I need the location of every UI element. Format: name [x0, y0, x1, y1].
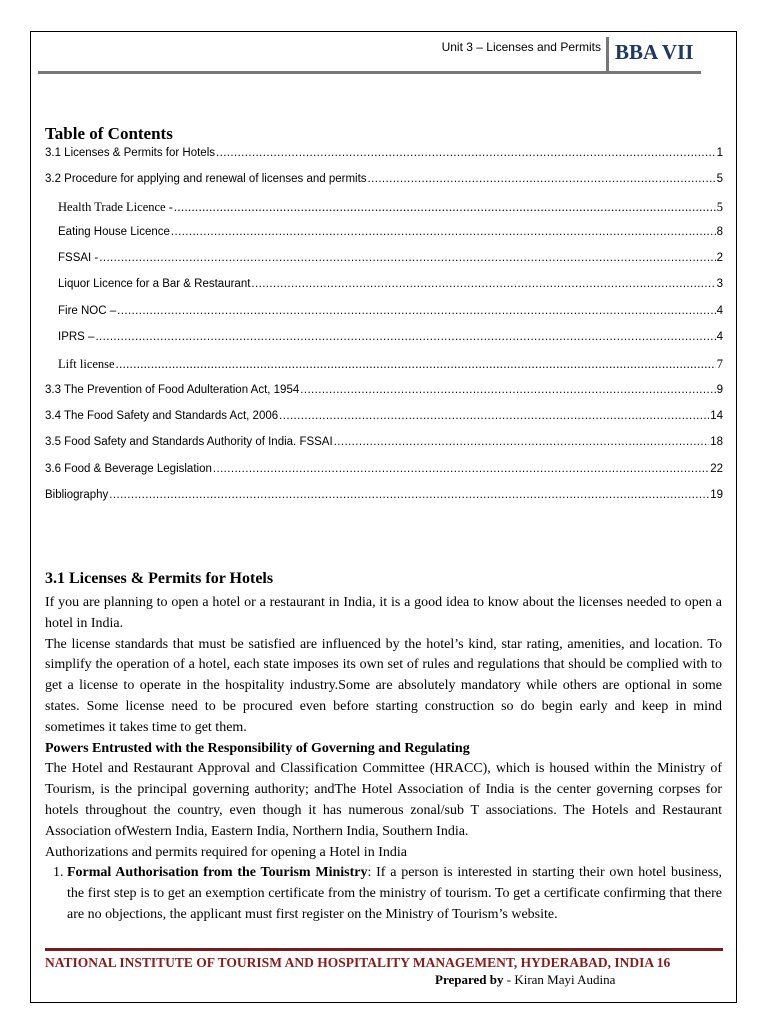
header-divider: [606, 37, 609, 73]
toc-title: Table of Contents: [45, 124, 173, 143]
toc-entry[interactable]: Health Trade Licence - ..... 5: [45, 200, 723, 226]
toc-entry[interactable]: FSSAI - ..... 2: [45, 252, 723, 278]
numbered-list: [45, 863, 722, 925]
header-course: BBA VII: [615, 40, 694, 64]
toc-entry[interactable]: 3.2 Procedure for applying and renewal of licenses and permits ..... 5: [45, 173, 723, 199]
toc-entry[interactable]: Fire NOC – ..... 4: [45, 305, 723, 331]
list-item-text: : If a person is interested in starting their own hotel business, the first step is to get an exemption certificate from the ministry of tourism. To get a certificate confirming that there are no objections, the applicant must first register on the Ministry of Tourism’s website.: [67, 865, 722, 922]
header-course-rule: [609, 71, 701, 74]
toc-entry[interactable]: 3.5 Food Safety and Standards Authority of India. FSSAI ..... 18: [45, 436, 723, 462]
paragraph: Authorizations and permits required for opening a Hotel in India: [45, 844, 407, 860]
section-title: 3.1 Licenses & Permits for Hotels: [45, 570, 274, 587]
list-item: [67, 863, 722, 925]
header-rule: [38, 71, 609, 74]
toc-entry[interactable]: 3.1 Licenses & Permits for Hotels ..... 1: [45, 147, 723, 173]
subheading: Powers Entrusted with the Responsibility of Governing and Regulating: [45, 740, 470, 756]
paragraph: The Hotel and Restaurant Approval and Classification Committee (HRACC), which is housed within the Ministry of Tourism, is the principal governing authority; andThe Hotel Association of India is the center governing corpses for hotels throughout the country, even though it has numerous zonal/sub T associations. The Hotels and Restaurant Association ofWestern India, Eastern India, Northern India, Southern India.: [45, 761, 722, 839]
toc-entry[interactable]: Bibliography ..... 19: [45, 489, 723, 515]
paragraph: The license standards that must be satisfied are influenced by the hotel’s kind, star rating, amenities, and location. To simplify the operation of a hotel, each state imposes its own set of rules and regulations that should be complied with to get a license to operate in the hospitality industry.Some are absolutely mandatory while others are optional in some states. Some license need to be procured even before starting construction so do begin early and keep in mind sometimes it takes time to get them.: [45, 636, 722, 735]
footer-rule: [45, 948, 723, 951]
table-of-contents: [45, 147, 723, 515]
list-item-title: Formal Authorisation from the Tourism Ministry: [67, 865, 368, 881]
header-unit-title: Unit 3 – Licenses and Permits: [441, 40, 601, 54]
section-body: [45, 593, 722, 926]
toc-entry[interactable]: Eating House Licence ..... 8: [45, 226, 723, 252]
toc-entry[interactable]: 3.3 The Prevention of Food Adulteration Act, 1954 ..... 9: [45, 384, 723, 410]
toc-entry[interactable]: Lift license ..... 7: [45, 357, 723, 383]
toc-entry[interactable]: IPRS – ..... 4: [45, 331, 723, 357]
toc-entry[interactable]: 3.6 Food & Beverage Legislation ..... 22: [45, 463, 723, 489]
toc-entry[interactable]: 3.4 The Food Safety and Standards Act, 2006 ..... 14: [45, 410, 723, 436]
footer-institute: NATIONAL INSTITUTE OF TOURISM AND HOSPITALITY MANAGEMENT, HYDERABAD, INDIA 16: [45, 955, 671, 970]
paragraph: If you are planning to open a hotel or a restaurant in India, it is a good idea to know about the licenses needed to open a hotel in India.: [45, 595, 722, 631]
toc-entry[interactable]: Liquor Licence for a Bar & Restaurant ..... 3: [45, 278, 723, 304]
footer-prepared-by: Prepared by - Kiran Mayi Audina: [435, 972, 616, 987]
